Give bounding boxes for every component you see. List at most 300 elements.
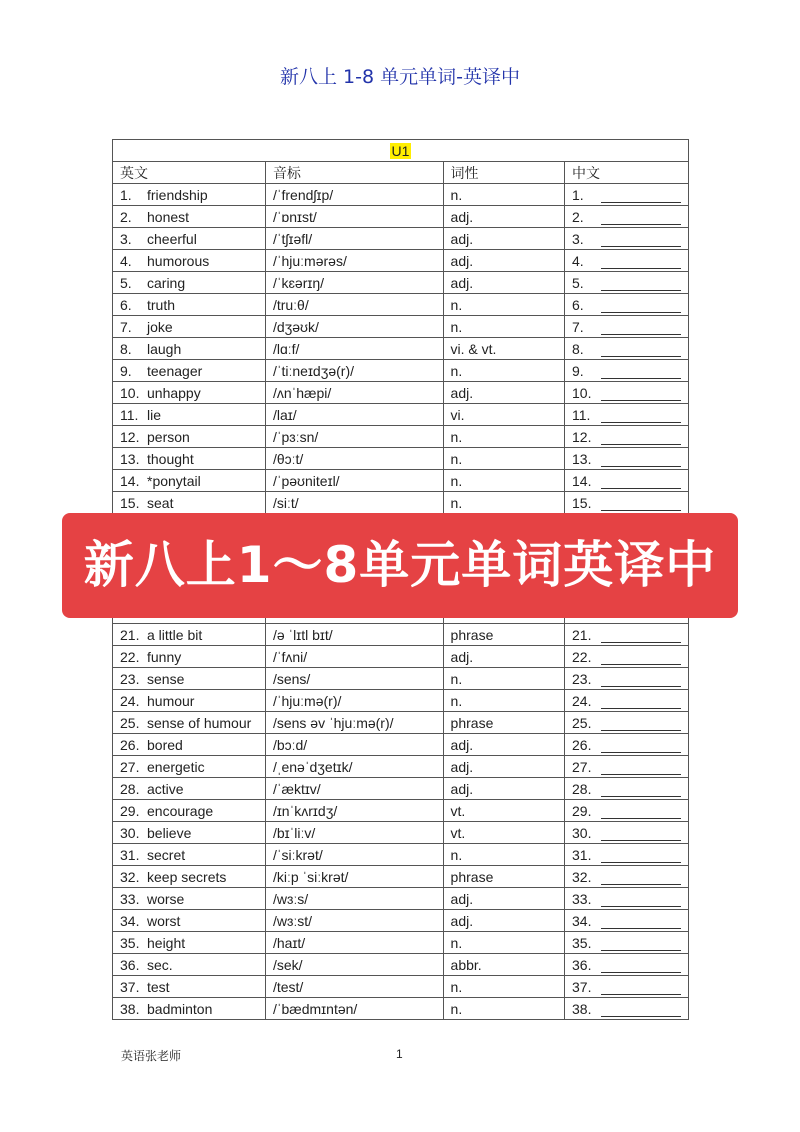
pos-cell: adj. bbox=[443, 250, 564, 272]
row-number: 11. bbox=[120, 406, 139, 423]
table-row bbox=[113, 470, 689, 492]
row-number: 3. bbox=[120, 230, 132, 247]
row-number: 33. bbox=[572, 890, 592, 907]
english-word: height bbox=[147, 934, 186, 951]
english-cell bbox=[113, 646, 266, 668]
answer-blank[interactable] bbox=[601, 761, 681, 775]
chinese-cell bbox=[565, 338, 689, 360]
phonetic-cell: /kiːp ˈsiːkrət/ bbox=[265, 866, 443, 888]
chinese-cell bbox=[565, 976, 689, 998]
row-number: 30. bbox=[120, 824, 140, 841]
english-word: sec. bbox=[147, 956, 173, 973]
phonetic-cell: /sens əv ˈhjuːmə(r)/ bbox=[265, 712, 443, 734]
row-number: 26. bbox=[120, 736, 140, 753]
answer-blank[interactable] bbox=[601, 629, 681, 643]
answer-blank[interactable] bbox=[601, 739, 681, 753]
answer-blank[interactable] bbox=[601, 849, 681, 863]
phonetic-cell: /siːt/ bbox=[265, 492, 443, 514]
row-number: 32. bbox=[572, 868, 592, 885]
row-number: 7. bbox=[572, 318, 584, 335]
chinese-cell bbox=[565, 668, 689, 690]
chinese-cell bbox=[565, 822, 689, 844]
english-cell bbox=[113, 184, 266, 206]
pos-cell: adj. bbox=[443, 228, 564, 250]
chinese-cell bbox=[565, 866, 689, 888]
pos-cell: n. bbox=[443, 690, 564, 712]
answer-blank[interactable] bbox=[601, 717, 681, 731]
answer-blank[interactable] bbox=[601, 1003, 681, 1017]
pos-cell: n. bbox=[443, 294, 564, 316]
phonetic-cell: /ə ˈlɪtl bɪt/ bbox=[265, 624, 443, 646]
phonetic-cell: /bɪˈliːv/ bbox=[265, 822, 443, 844]
english-word: joke bbox=[147, 318, 173, 335]
page-title: 新八上 1-8 单元单词-英译中 bbox=[280, 66, 520, 88]
row-number: 13. bbox=[572, 450, 592, 467]
row-number: 8. bbox=[120, 340, 132, 357]
table-row bbox=[113, 756, 689, 778]
english-cell bbox=[113, 756, 266, 778]
phonetic-cell: /θɔːt/ bbox=[265, 448, 443, 470]
chinese-cell bbox=[565, 426, 689, 448]
row-number: 12. bbox=[120, 428, 140, 445]
english-cell bbox=[113, 404, 266, 426]
english-word: humour bbox=[147, 692, 195, 709]
phonetic-cell: /test/ bbox=[265, 976, 443, 998]
row-number: 25. bbox=[572, 714, 592, 731]
table-row bbox=[113, 976, 689, 998]
row-number: 8. bbox=[572, 340, 584, 357]
unit-label: U1 bbox=[391, 142, 410, 159]
phonetic-cell: /ˈhjuːmə(r)/ bbox=[265, 690, 443, 712]
chinese-cell bbox=[565, 228, 689, 250]
english-word: encourage bbox=[147, 802, 214, 819]
english-cell bbox=[113, 492, 266, 514]
row-number: 15. bbox=[572, 494, 592, 511]
english-word: *ponytail bbox=[147, 472, 201, 489]
english-cell bbox=[113, 426, 266, 448]
phonetic-cell: /ˈtʃɪəfl/ bbox=[265, 228, 443, 250]
answer-blank[interactable] bbox=[601, 959, 681, 973]
pos-cell: n. bbox=[443, 976, 564, 998]
answer-blank[interactable] bbox=[601, 497, 681, 511]
answer-blank[interactable] bbox=[601, 673, 681, 687]
english-word: sense of humour bbox=[147, 714, 252, 731]
english-word: sense bbox=[147, 670, 185, 687]
chinese-cell bbox=[565, 206, 689, 228]
row-number: 1. bbox=[120, 186, 132, 203]
header-english: 英文 bbox=[113, 162, 266, 184]
english-cell bbox=[113, 448, 266, 470]
chinese-cell bbox=[565, 294, 689, 316]
english-word: test bbox=[147, 978, 170, 995]
english-word: secret bbox=[147, 846, 186, 863]
row-number: 29. bbox=[120, 802, 140, 819]
answer-blank[interactable] bbox=[601, 233, 681, 247]
answer-blank[interactable] bbox=[601, 651, 681, 665]
phonetic-cell: /ˈɒnɪst/ bbox=[265, 206, 443, 228]
answer-blank[interactable] bbox=[601, 299, 681, 313]
table-row bbox=[113, 228, 689, 250]
table-row bbox=[113, 184, 689, 206]
phonetic-cell: /truːθ/ bbox=[265, 294, 443, 316]
phonetic-cell: /laɪ/ bbox=[265, 404, 443, 426]
row-number: 10. bbox=[120, 384, 140, 401]
table-row bbox=[113, 932, 689, 954]
pos-cell: vt. bbox=[443, 822, 564, 844]
english-cell bbox=[113, 690, 266, 712]
row-number: 3. bbox=[572, 230, 584, 247]
row-number: 12. bbox=[572, 428, 592, 445]
table-row bbox=[113, 668, 689, 690]
row-number: 2. bbox=[572, 208, 584, 225]
pos-cell: phrase bbox=[443, 712, 564, 734]
answer-blank[interactable] bbox=[601, 255, 681, 269]
answer-blank[interactable] bbox=[601, 981, 681, 995]
pos-cell: adj. bbox=[443, 206, 564, 228]
pos-cell: adj. bbox=[443, 910, 564, 932]
chinese-cell bbox=[565, 470, 689, 492]
row-number: 28. bbox=[120, 780, 140, 797]
chinese-cell bbox=[565, 888, 689, 910]
phonetic-cell: /dʒəʊk/ bbox=[265, 316, 443, 338]
row-number: 36. bbox=[572, 956, 592, 973]
pos-cell: n. bbox=[443, 492, 564, 514]
english-cell bbox=[113, 844, 266, 866]
table-row bbox=[113, 844, 689, 866]
phonetic-cell: /ˈtiːneɪdʒə(r)/ bbox=[265, 360, 443, 382]
row-number: 27. bbox=[120, 758, 140, 775]
pos-cell: adj. bbox=[443, 646, 564, 668]
chinese-cell bbox=[565, 404, 689, 426]
row-number: 37. bbox=[120, 978, 140, 995]
english-word: worse bbox=[147, 890, 185, 907]
phonetic-cell: /ˈkɛərɪŋ/ bbox=[265, 272, 443, 294]
answer-blank[interactable] bbox=[601, 387, 681, 401]
english-cell bbox=[113, 272, 266, 294]
chinese-cell bbox=[565, 316, 689, 338]
english-word: keep secrets bbox=[147, 868, 227, 885]
pos-cell: adj. bbox=[443, 778, 564, 800]
answer-blank[interactable] bbox=[601, 937, 681, 951]
table-row bbox=[113, 866, 689, 888]
table-row bbox=[113, 778, 689, 800]
row-number: 10. bbox=[572, 384, 592, 401]
phonetic-cell: /ɪnˈkʌrɪdʒ/ bbox=[265, 800, 443, 822]
chinese-cell bbox=[565, 382, 689, 404]
phonetic-cell: /sens/ bbox=[265, 668, 443, 690]
pos-cell: abbr. bbox=[443, 954, 564, 976]
chinese-cell bbox=[565, 954, 689, 976]
row-number: 27. bbox=[572, 758, 592, 775]
english-word: teenager bbox=[147, 362, 203, 379]
row-number: 29. bbox=[572, 802, 592, 819]
english-word: bored bbox=[147, 736, 183, 753]
answer-blank[interactable] bbox=[601, 805, 681, 819]
english-cell bbox=[113, 976, 266, 998]
table-row bbox=[113, 360, 689, 382]
table-row bbox=[113, 954, 689, 976]
row-number: 6. bbox=[120, 296, 132, 313]
pos-cell: adj. bbox=[443, 734, 564, 756]
row-number: 24. bbox=[572, 692, 592, 709]
table-row bbox=[113, 206, 689, 228]
english-cell bbox=[113, 228, 266, 250]
table-row bbox=[113, 294, 689, 316]
phonetic-cell: /wɜːs/ bbox=[265, 888, 443, 910]
row-number: 14. bbox=[572, 472, 592, 489]
row-number: 1. bbox=[572, 186, 584, 203]
chinese-cell bbox=[565, 492, 689, 514]
table-row bbox=[113, 338, 689, 360]
table-row bbox=[113, 624, 689, 646]
chinese-cell bbox=[565, 272, 689, 294]
answer-blank[interactable] bbox=[601, 409, 681, 423]
english-word: badminton bbox=[147, 1000, 213, 1017]
chinese-cell bbox=[565, 624, 689, 646]
row-number: 21. bbox=[572, 626, 592, 643]
pos-cell: vi. & vt. bbox=[443, 338, 564, 360]
phonetic-cell: /wɜːst/ bbox=[265, 910, 443, 932]
pos-cell: adj. bbox=[443, 888, 564, 910]
phonetic-cell: /ʌnˈhæpi/ bbox=[265, 382, 443, 404]
answer-blank[interactable] bbox=[601, 211, 681, 225]
table-row bbox=[113, 426, 689, 448]
english-word: truth bbox=[147, 296, 176, 313]
chinese-cell bbox=[565, 800, 689, 822]
pos-cell: n. bbox=[443, 426, 564, 448]
table-row bbox=[113, 822, 689, 844]
phonetic-cell: /ˈæktɪv/ bbox=[265, 778, 443, 800]
english-word: caring bbox=[147, 274, 186, 291]
chinese-cell bbox=[565, 998, 689, 1020]
phonetic-cell: /ˈpɜːsn/ bbox=[265, 426, 443, 448]
row-number: 35. bbox=[572, 934, 592, 951]
row-number: 5. bbox=[572, 274, 584, 291]
row-number: 2. bbox=[120, 208, 132, 225]
chinese-cell bbox=[565, 712, 689, 734]
english-cell bbox=[113, 954, 266, 976]
row-number: 31. bbox=[120, 846, 140, 863]
answer-blank[interactable] bbox=[601, 871, 681, 885]
english-word: seat bbox=[147, 494, 174, 511]
row-number: 31. bbox=[572, 846, 592, 863]
english-cell bbox=[113, 668, 266, 690]
english-word: funny bbox=[147, 648, 182, 665]
english-word: worst bbox=[147, 912, 181, 929]
chinese-cell bbox=[565, 778, 689, 800]
answer-blank[interactable] bbox=[601, 365, 681, 379]
english-cell bbox=[113, 910, 266, 932]
answer-blank[interactable] bbox=[601, 321, 681, 335]
english-word: active bbox=[147, 780, 184, 797]
row-number: 14. bbox=[120, 472, 140, 489]
pos-cell: vi. bbox=[443, 404, 564, 426]
header-chinese: 中文 bbox=[565, 162, 689, 184]
phonetic-cell: /ˈfrendʃɪp/ bbox=[265, 184, 443, 206]
pos-cell: phrase bbox=[443, 624, 564, 646]
english-word: a little bit bbox=[147, 626, 203, 643]
pos-cell: n. bbox=[443, 668, 564, 690]
row-number: 30. bbox=[572, 824, 592, 841]
table-row bbox=[113, 734, 689, 756]
english-word: person bbox=[147, 428, 190, 445]
pos-cell: n. bbox=[443, 448, 564, 470]
pos-cell: n. bbox=[443, 184, 564, 206]
phonetic-cell: /ˌenəˈdʒetɪk/ bbox=[265, 756, 443, 778]
chinese-cell bbox=[565, 910, 689, 932]
english-word: humorous bbox=[147, 252, 210, 269]
english-cell bbox=[113, 316, 266, 338]
phonetic-cell: /bɔːd/ bbox=[265, 734, 443, 756]
chinese-cell bbox=[565, 184, 689, 206]
row-number: 23. bbox=[120, 670, 140, 687]
row-number: 5. bbox=[120, 274, 132, 291]
pos-cell: n. bbox=[443, 360, 564, 382]
pos-cell: n. bbox=[443, 844, 564, 866]
table-row bbox=[113, 250, 689, 272]
table-row bbox=[113, 712, 689, 734]
row-number: 4. bbox=[572, 252, 584, 269]
row-number: 15. bbox=[120, 494, 140, 511]
table-row bbox=[113, 404, 689, 426]
english-word: honest bbox=[147, 208, 190, 225]
chinese-cell bbox=[565, 932, 689, 954]
phonetic-cell: /ˈsiːkrət/ bbox=[265, 844, 443, 866]
row-number: 21. bbox=[120, 626, 140, 643]
unit-row bbox=[113, 140, 689, 162]
phonetic-cell: /ˈfʌni/ bbox=[265, 646, 443, 668]
footer-author: 英语张老师 bbox=[121, 1049, 182, 1063]
answer-blank[interactable] bbox=[601, 277, 681, 291]
table-row bbox=[113, 800, 689, 822]
english-cell bbox=[113, 294, 266, 316]
answer-blank[interactable] bbox=[601, 915, 681, 929]
row-number: 22. bbox=[572, 648, 592, 665]
answer-blank[interactable] bbox=[601, 893, 681, 907]
answer-blank[interactable] bbox=[601, 783, 681, 797]
english-cell bbox=[113, 624, 266, 646]
phonetic-cell: /haɪt/ bbox=[265, 932, 443, 954]
english-word: energetic bbox=[147, 758, 205, 775]
english-word: unhappy bbox=[147, 384, 201, 401]
chinese-cell bbox=[565, 448, 689, 470]
pos-cell: phrase bbox=[443, 866, 564, 888]
english-cell bbox=[113, 778, 266, 800]
phonetic-cell: /ˈbædmɪntən/ bbox=[265, 998, 443, 1020]
pos-cell: adj. bbox=[443, 272, 564, 294]
phonetic-cell: /lɑːf/ bbox=[265, 338, 443, 360]
table-row bbox=[113, 998, 689, 1020]
header-row bbox=[113, 162, 689, 184]
row-number: 32. bbox=[120, 868, 140, 885]
english-word: laugh bbox=[147, 340, 182, 357]
pos-cell: n. bbox=[443, 998, 564, 1020]
english-word: cheerful bbox=[147, 230, 197, 247]
english-cell bbox=[113, 822, 266, 844]
table-row bbox=[113, 316, 689, 338]
table-row bbox=[113, 646, 689, 668]
english-cell bbox=[113, 206, 266, 228]
row-number: 35. bbox=[120, 934, 140, 951]
phonetic-cell: /sek/ bbox=[265, 954, 443, 976]
table-row bbox=[113, 690, 689, 712]
chinese-cell bbox=[565, 734, 689, 756]
row-number: 28. bbox=[572, 780, 592, 797]
chinese-cell bbox=[565, 690, 689, 712]
table-row bbox=[113, 272, 689, 294]
table-row bbox=[113, 492, 689, 514]
answer-blank[interactable] bbox=[601, 189, 681, 203]
answer-blank[interactable] bbox=[601, 431, 681, 445]
row-number: 6. bbox=[572, 296, 584, 313]
pos-cell: adj. bbox=[443, 382, 564, 404]
english-cell bbox=[113, 470, 266, 492]
row-number: 25. bbox=[120, 714, 140, 731]
row-number: 37. bbox=[572, 978, 592, 995]
table-row bbox=[113, 910, 689, 932]
row-number: 23. bbox=[572, 670, 592, 687]
pos-cell: n. bbox=[443, 932, 564, 954]
english-cell bbox=[113, 382, 266, 404]
pos-cell: n. bbox=[443, 316, 564, 338]
row-number: 26. bbox=[572, 736, 592, 753]
chinese-cell bbox=[565, 756, 689, 778]
answer-blank[interactable] bbox=[601, 827, 681, 841]
english-word: thought bbox=[147, 450, 194, 467]
phonetic-cell: /ˈpəʊniteɪl/ bbox=[265, 470, 443, 492]
row-number: 34. bbox=[572, 912, 592, 929]
english-cell bbox=[113, 712, 266, 734]
answer-blank[interactable] bbox=[601, 475, 681, 489]
header-phonetic: 音标 bbox=[265, 162, 443, 184]
english-cell bbox=[113, 888, 266, 910]
english-cell bbox=[113, 866, 266, 888]
header-pos: 词性 bbox=[443, 162, 564, 184]
row-number: 11. bbox=[572, 406, 591, 423]
row-number: 9. bbox=[120, 362, 132, 379]
row-number: 9. bbox=[572, 362, 584, 379]
chinese-cell bbox=[565, 250, 689, 272]
english-word: friendship bbox=[147, 186, 208, 203]
phonetic-cell: /ˈhjuːmərəs/ bbox=[265, 250, 443, 272]
row-number: 33. bbox=[120, 890, 140, 907]
row-number: 34. bbox=[120, 912, 140, 929]
table-row bbox=[113, 448, 689, 470]
answer-blank[interactable] bbox=[601, 695, 681, 709]
row-number: 22. bbox=[120, 648, 140, 665]
row-number: 13. bbox=[120, 450, 140, 467]
pos-cell: vt. bbox=[443, 800, 564, 822]
pos-cell: n. bbox=[443, 470, 564, 492]
row-number: 38. bbox=[572, 1000, 592, 1017]
table-row bbox=[113, 382, 689, 404]
table-row bbox=[113, 888, 689, 910]
pos-cell: adj. bbox=[443, 756, 564, 778]
chinese-cell bbox=[565, 646, 689, 668]
row-number: 36. bbox=[120, 956, 140, 973]
english-cell bbox=[113, 998, 266, 1020]
answer-blank[interactable] bbox=[601, 343, 681, 357]
english-word: believe bbox=[147, 824, 192, 841]
row-number: 4. bbox=[120, 252, 132, 269]
english-cell bbox=[113, 932, 266, 954]
row-number: 24. bbox=[120, 692, 140, 709]
english-cell bbox=[113, 338, 266, 360]
chinese-cell bbox=[565, 844, 689, 866]
english-cell bbox=[113, 360, 266, 382]
overlay-banner: 新八上1～8单元单词英译中 bbox=[62, 513, 738, 618]
answer-blank[interactable] bbox=[601, 453, 681, 467]
